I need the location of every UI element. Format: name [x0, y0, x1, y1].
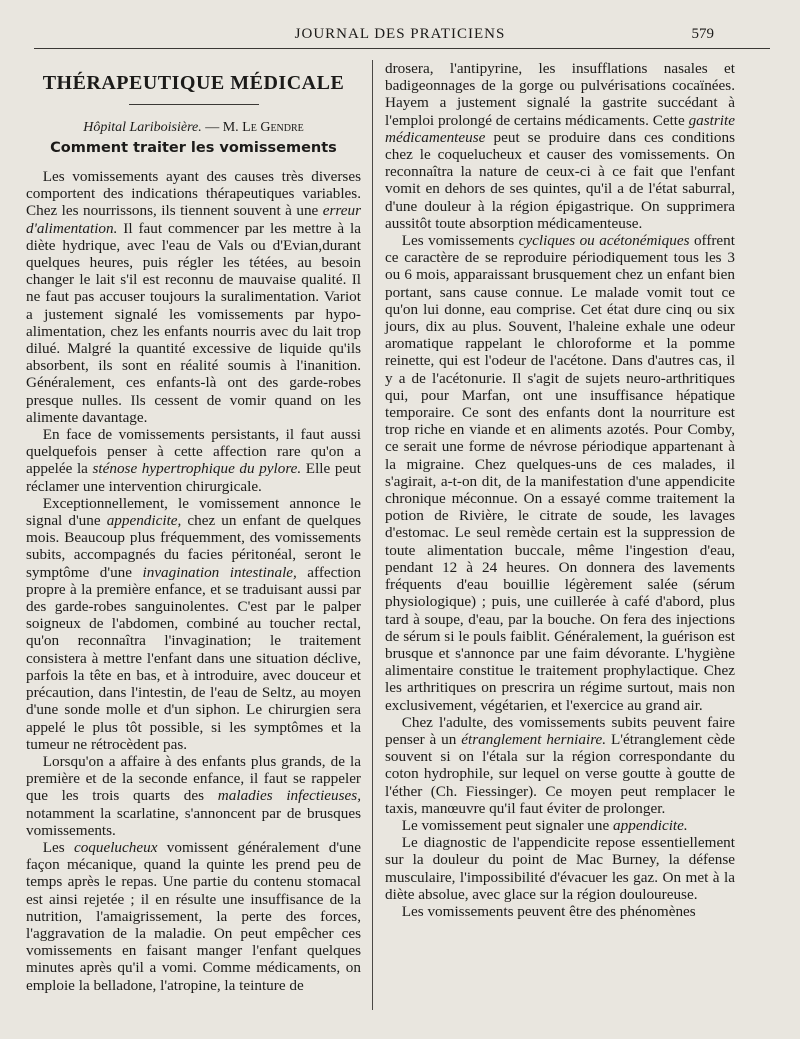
text-run: En face de vomissements persistants, il faut aussi quelquefois penser à cette affection rare qu'on a appelée la: [26, 426, 361, 478]
italic-run: gastrite médicamenteuse: [385, 111, 735, 146]
author-name: Le Gendre: [242, 120, 304, 135]
italic-run: erreur d'alimentation.: [26, 202, 361, 237]
paragraph: [385, 232, 735, 714]
text-run: L'étranglement cède souvent si on l'étala sur la région correspondante du coton hydrophile, sur lequel on verse goutte à goutte de l'éther (Ch. Fiessinger). Ce moyen peut remplacer le taxis, manœuvre qu'il faut éviter de prolonger.: [385, 730, 735, 817]
section-title-rule: [129, 104, 259, 105]
italic-run: maladies infectieuses,: [217, 787, 361, 805]
text-run: offrent ce caractère de se reproduire périodiquement tous les 3 ou 6 mois, apparaissant brusquement chez un enfant bien portant, sans cause connue. Le malade vomit tout ce qu'on lui donne, eau comprise. Cet état dure cinq ou six jours, dix au plus. Souvent, l'haleine exhale une odeur aromatique rappelant le chloroforme et la pomme reinette, qui est l'odeur de l'acétone. Dans d'autres cas, il y a de l'acétonurie. Il s'agit de sujets neuro-arthritiques qui, pour Marfan, ont une insuffisance hépatique temporaire. Ce sont des enfants dont la nourriture est trop riche en viande et en aliments azotés. Pour Comby, ce serait une forme de névrose périodique appartenant à la migraine. Chez quelques-uns de ces malades, il s'agirait, a-t-on dit, de la manifestation d'une appendicite chronique méconnue. On a essayé comme traitement la potion de Rivière, le citrate de soude, les lavages d'estomac. Le seul remède certain est la suppression de toute alimentation buccale, même l'ingestion d'eau, pendant 12 à 24 heures. On donnera des lavements fréquents d'eau bouillie légèrement salée (sérum physiologique) ; puis, une cuillerée à café d'abord, plus tard à soupe, d'eau, par la bouche. On fera des injections de sérum si le pouls faiblit. Généralement, la guérison est brusque et s'annonce par une faim dévorante. L'hygiène alimentaire constitue le traitement prophylactique. Chez les arthritiques on prescrira un régime surtout, mais non exclusivement, végétarien, et l'exercice au grand air.: [385, 232, 735, 714]
paragraph: [385, 714, 735, 817]
paragraph: [26, 839, 361, 994]
paragraph: Le diagnostic de l'appendicite repose essentiellement sur la douleur du point de Mac Burney, la défense musculaire, l'impossibilité d'évacuer les gaz. On met à la diète absolue, avec glace sur la région douloureuse.: [385, 834, 735, 903]
running-head: [0, 22, 800, 48]
italic-run: appendicite,: [106, 512, 182, 530]
text-run: Les: [42, 838, 74, 856]
text-run: notamment la scarlatine, s'annoncent par de brusques vomissements.: [26, 804, 361, 839]
text-run: chez un enfant de quelques mois. Beaucoup plus fréquemment, des vomissements subits, accompagnés du facies péritonéal, seront le symptôme d'une: [26, 512, 361, 581]
text-run: Lorsqu'on a affaire à des enfants plus grands, de la première et de la seconde enfance, il faut se rappeler que les trois quarts des: [26, 752, 361, 805]
article-title: Comment traiter les vomissements: [50, 140, 337, 156]
text-run: Exceptionnellement, le vomissement annonce le signal d'une: [26, 494, 361, 530]
text-run: Les vomissements ayant des causes très diverses comportent des indications thérapeutiques variables. Chez les nourrissons, ils tiennent souvent à une: [26, 168, 361, 220]
article-source: [26, 119, 361, 137]
paragraph: [26, 753, 361, 839]
left-column: [26, 60, 361, 994]
italic-run: coquelucheux: [73, 838, 158, 856]
text-run: affection propre à la première enfance, et se traduisant aussi par des garde-robes sanguinolentes. C'est par le palper soigneux de l'abdomen, combiné au toucher rectal, qu'on reconnaîtra l'invagination; le traitement consistera à mettre l'enfant dans une situation déclive, parfois la tête en bas, et à introduire, avec douceur et précaution, dans l'intestin, de l'eau de Seltz, au moyen d'une sonde molle et d'un siphon. Le chirurgien sera appelé le plus tôt possible, si les symptômes et la tumeur ne rétrocèdent pas.: [26, 563, 361, 753]
italic-run: sténose hypertrophique du pylore.: [92, 460, 302, 478]
column-divider: [372, 60, 373, 1010]
italic-run: étranglement herniaire.: [461, 730, 607, 748]
paragraph: [26, 495, 361, 753]
source-dash: — M.: [201, 120, 243, 135]
paragraph: [385, 60, 735, 232]
paragraph: Les vomissements peuvent être des phénomènes: [401, 902, 696, 920]
section-title: THÉRAPEUTIQUE MÉDICALE: [42, 72, 345, 94]
header-rule: [34, 48, 770, 49]
journal-title: JOURNAL DES PRATICIENS: [294, 26, 506, 42]
right-column: [385, 60, 735, 920]
text-run: Il faut commencer par les mettre à la diète hydrique, avec l'eau de Vals ou d'Evian,durant quelques heures, puis régler les tétées, au besoin changer le lait s'il est reconnu de mauvaise qualité. Il ne faut pas accuser toujours la suralimentation. Variot a justement signalé les vomissements par hypo-alimentation, chez les enfants nourris avec du lait trop dilué. Malgré la quantité excessive de liquide qu'ils absorbent, ils sont en réalité soumis à l'inanition. Généralement, ces enfants-là ont des garde-robes presque nulles. Ils cessent de vomir quand on les alimente davantage.: [26, 219, 361, 426]
text-run: Les vomissements: [401, 232, 519, 250]
text-run: peut se produire dans ces conditions chez le coquelucheux et causer des vomissements. On reconnaîtra la nature de ceux-ci à ce fait que l'enfant vomit en dehors de ses quintes, qu'il a de l'état saburral, d'une douleur à la région épigastrique. On supprimera aussitôt toute absorption médicamenteuse.: [385, 128, 735, 232]
paragraph: [26, 168, 361, 426]
paragraph: [26, 426, 361, 495]
hospital-name: Hôpital Lariboisière.: [83, 120, 202, 135]
text-run: vomissent généralement d'une façon mécanique, quand la quinte les prend peu de temps après le repas. Une partie du contenu stomacal est ainsi rejetée ; il en résulte une insuffisance de la nutrition, l'amaigrissement, la perte des forces, l'aggravation de la maladie. On peut empêcher ces vomissements en faisant manger l'enfant quelques minutes après qu'il a vomi. Comme médicaments, on emploie la belladone, l'atropine, la teinture de: [26, 838, 361, 994]
paragraph: [385, 817, 735, 834]
text-run: Chez l'adulte, des vomissements subits peuvent faire penser à un: [385, 713, 735, 748]
italic-run: cycliques ou acétonémiques: [518, 232, 690, 250]
italic-run: invagination intestinale,: [142, 563, 297, 581]
text-run: Le vomissement peut signaler une: [401, 816, 614, 834]
text-run: Elle peut réclamer une intervention chirurgicale.: [26, 460, 361, 495]
page-number: 579: [691, 26, 714, 42]
italic-run: appendicite.: [613, 816, 688, 834]
text-run: drosera, l'antipyrine, les insufflations nasales et badigeonnages de la gorge ou pulvérisations cocaïnées. Hayem a justement signalé la gastrite succédant à l'emploi prolongé de certains médicaments. Cette: [385, 60, 735, 129]
